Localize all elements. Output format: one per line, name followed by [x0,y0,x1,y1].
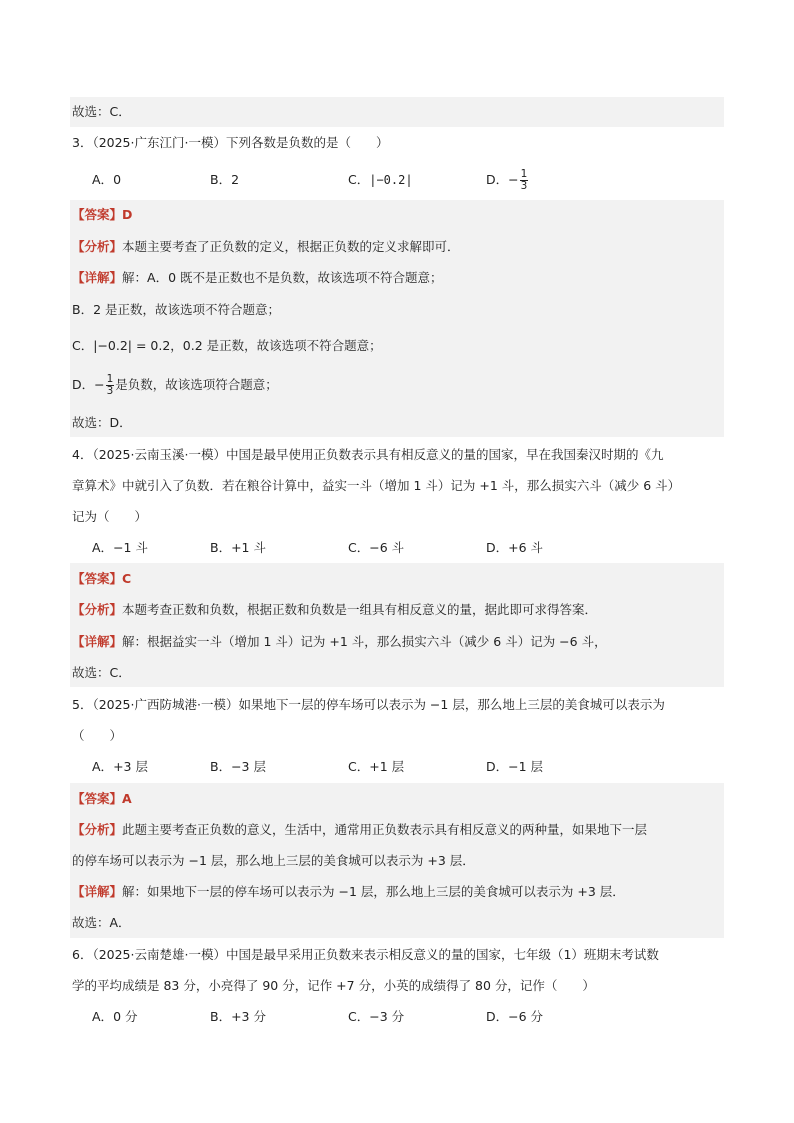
q2-conclusion: 故选：C． [72,104,131,119]
q5-conclusion: 故选：A． [72,915,131,930]
q4-solution-block [70,563,724,687]
q4-options [72,533,712,563]
q3-conclusion: 故选：D． [72,415,132,430]
q3-option-b: B．2 [210,172,240,187]
q4-stem-1: 4．（2025·云南玉溪·一模）中国是最早使用正负数表示具有相反意义的量的国家，早在我国秦汉时期的《九 [72,447,664,462]
q4-option-c: C．−6 斗 [348,540,405,555]
q4-option-d: D．+6 斗 [486,540,544,555]
q4-option-a: A．−1 斗 [92,540,148,555]
q4-conclusion: 故选：C． [72,665,131,680]
q3-detail-1: 【详解】解：A．0 既不是正数也不是负数，故该选项不符合题意； [72,270,443,285]
q3-detail-4: D．− $\frac{1}{3}$ 是负数，故该选项符合题意； [72,373,278,397]
q3-option-a: A．0 [92,172,122,187]
q3-detail-2: B．2 是正数，故该选项不符合题意； [72,302,281,317]
q6-stem-2: 学的平均成绩是 83 分，小亮得了 90 分，记作 +7 分，小英的成绩得了 80 分，记作（ ） [72,978,595,993]
q5-stem-2: （ ） [72,728,123,743]
q5-detail: 【详解】解：如果地下一层的停车场可以表示为 −1 层，那么地上三层的美食城可以表示为 +3 层． [72,884,625,899]
q3-analysis: 【分析】本题主要考查了正负数的定义，根据正负数的定义求解即可． [72,239,460,254]
q5-option-d: D．−1 层 [486,759,544,774]
q6-option-b: B．+3 分 [210,1009,266,1024]
q5-analysis-2: 的停车场可以表示为 −1 层，那么地上三层的美食城可以表示为 +3 层． [72,853,475,868]
q4-analysis: 【分析】本题考查正数和负数，根据正数和负数是一组具有相反意义的量，据此即可求得答案． [72,602,598,617]
q3-option-d-fraction: $\frac{1}{3}$ [520,168,528,192]
q4-option-b: B．+1 斗 [210,540,266,555]
q4-stem-3: 记为（ ） [72,509,148,524]
q6-option-a: A．0 分 [92,1009,138,1024]
q3-detail-fraction: $\frac{1}{3}$ [106,373,114,397]
q6-options [72,1002,712,1032]
q3-detail-3: C．|−0.2| = 0.2，0.2 是正数，故该选项不符合题意； [72,338,382,353]
q3-option-d: D．− $\frac{1}{3}$ [486,168,528,192]
q5-stem-1: 5．（2025·广西防城港·一模）如果地下一层的停车场可以表示为 −1 层，那么地上三层的美食城可以表示为 [72,697,665,712]
q5-option-a: A．+3 层 [92,759,148,774]
q3-option-c: C．|−0.2| [348,172,413,187]
q4-answer: 【答案】C [72,571,132,586]
q3-options [72,165,712,195]
q5-options [72,752,712,782]
q5-option-c: C．+1 层 [348,759,405,774]
q2-solution-block [70,97,724,127]
q5-option-b: B．−3 层 [210,759,266,774]
q5-analysis-1: 【分析】此题主要考查正负数的意义，生活中，通常用正负数表示具有相反意义的两种量，如果地下一层 [72,822,648,837]
q6-option-d: D．−6 分 [486,1009,544,1024]
q4-detail: 【详解】解：根据益实一斗（增加 1 斗）记为 +1 斗，那么损实六斗（减少 6 斗）记为 −6 斗， [72,634,607,649]
q3-stem: 3．（2025·广东江门·一模）下列各数是负数的是（ ） [72,135,389,150]
q4-stem-2: 章算术》中就引入了负数．若在粮谷计算中，益实一斗（增加 1 斗）记为 +1 斗，那么损实六斗（减少 6 斗） [72,478,681,493]
q6-option-c: C．−3 分 [348,1009,405,1024]
q6-stem-1: 6．（2025·云南楚雄·一模）中国是最早采用正负数来表示相反意义的量的国家，七年级（1）班期末考试数 [72,947,659,962]
q3-answer: 【答案】D [72,207,133,222]
q5-answer: 【答案】A [72,791,132,806]
